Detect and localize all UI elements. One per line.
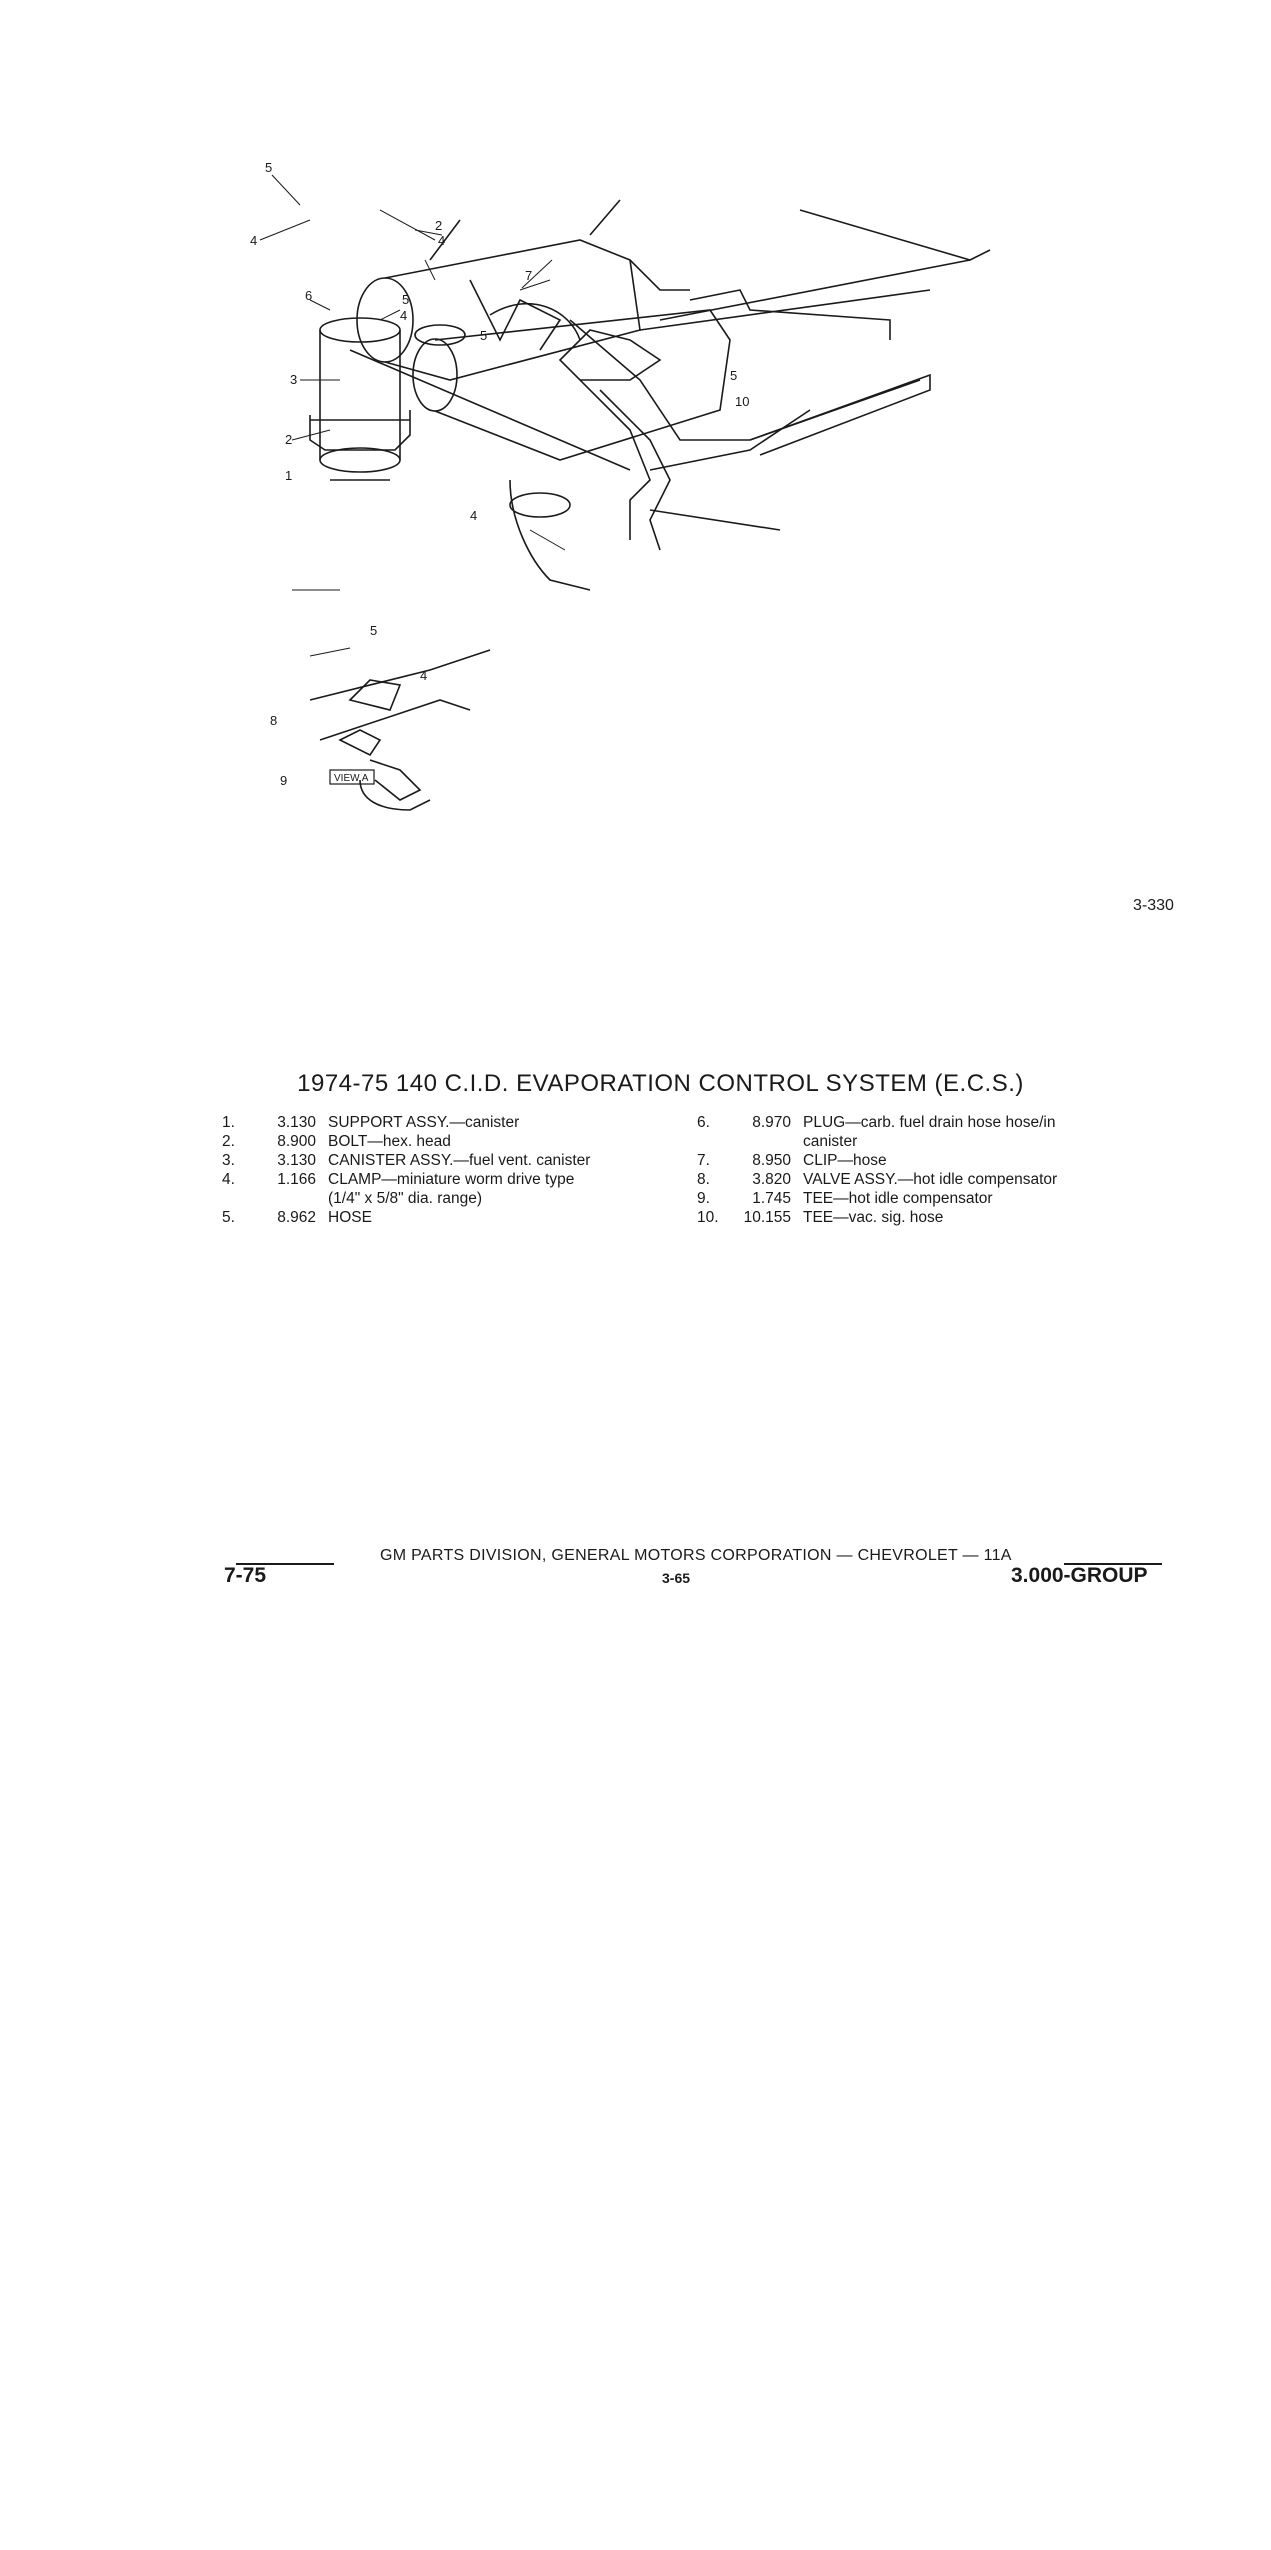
part-code: 3.130	[277, 1114, 316, 1131]
part-desc: CLIP—hose	[803, 1152, 887, 1169]
part-num: 1.	[222, 1114, 235, 1131]
callout-1: 1	[285, 468, 293, 483]
part-num: 4.	[222, 1171, 235, 1188]
callout-4b: 4	[438, 233, 446, 248]
part-num: 10.	[697, 1209, 719, 1226]
part-num: 3.	[222, 1152, 235, 1169]
callout-6: 6	[305, 288, 313, 303]
diagram-drawing	[250, 160, 1210, 960]
part-code: 3.820	[752, 1171, 791, 1188]
callout-2b: 2	[285, 432, 293, 447]
part-desc: CLAMP—miniature worm drive type	[328, 1171, 575, 1188]
part-code: 3.130	[277, 1152, 316, 1169]
part-num: 8.	[697, 1171, 710, 1188]
part-desc: VALVE ASSY.—hot idle compensator	[803, 1171, 1058, 1188]
callout-3: 3	[290, 372, 298, 387]
canister-drawing	[310, 318, 465, 480]
part-desc-continued: canister	[803, 1133, 858, 1150]
callout-4: 4	[250, 233, 258, 248]
part-code: 1.166	[277, 1171, 316, 1188]
part-code: 8.970	[752, 1114, 791, 1131]
parts-list-right	[697, 1113, 1057, 1227]
part-row	[222, 1208, 590, 1227]
callout-5c: 5	[480, 328, 488, 343]
part-row	[697, 1208, 1057, 1227]
footer-publisher: GM PARTS DIVISION, GENERAL MOTORS CORPORATION — CHEVROLET — 11A	[380, 1547, 1012, 1564]
part-code: 8.962	[277, 1209, 316, 1226]
callout-7: 7	[525, 268, 533, 283]
part-row	[222, 1151, 590, 1170]
callout-5e: 5	[370, 623, 378, 638]
part-desc: PLUG—carb. fuel drain hose hose/in	[803, 1114, 1056, 1131]
callout-9: 9	[280, 773, 288, 788]
part-desc: HOSE	[328, 1209, 372, 1226]
part-num: 7.	[697, 1152, 710, 1169]
callout-8: 8	[270, 713, 278, 728]
part-desc: TEE—hot idle compensator	[803, 1190, 993, 1207]
part-num: 6.	[697, 1114, 710, 1131]
part-num: 2.	[222, 1133, 235, 1150]
parts-list-left	[222, 1113, 590, 1227]
part-desc: CANISTER ASSY.—fuel vent. canister	[328, 1152, 591, 1169]
part-num: 5.	[222, 1209, 235, 1226]
callout-5: 5	[265, 160, 273, 175]
engine-right-drawing	[413, 310, 810, 590]
footer-date: 7-75	[224, 1564, 267, 1587]
engine-top-drawing	[350, 200, 990, 470]
part-row	[222, 1170, 590, 1189]
figure-number: 3-330	[1133, 897, 1174, 914]
callout-2: 2	[435, 218, 443, 233]
part-row	[697, 1113, 1057, 1132]
view-a-label	[330, 770, 374, 784]
part-row	[222, 1132, 590, 1151]
part-row	[697, 1170, 1057, 1189]
footer-group: 3.000-GROUP	[1011, 1564, 1148, 1587]
part-row	[697, 1151, 1057, 1170]
page-title: 1974-75 140 C.I.D. EVAPORATION CONTROL SYSTEM (E.C.S.)	[297, 1070, 1024, 1097]
part-code: 8.950	[752, 1152, 791, 1169]
callout-10: 10	[735, 394, 750, 409]
part-code: 1.745	[752, 1190, 791, 1207]
part-desc: BOLT—hex. head	[328, 1133, 451, 1150]
part-row	[697, 1189, 1057, 1208]
part-row	[222, 1113, 590, 1132]
callout-leaders	[260, 175, 565, 656]
part-desc: TEE—vac. sig. hose	[803, 1209, 944, 1226]
callout-4d: 4	[470, 508, 478, 523]
part-desc-continued: (1/4" x 5/8" dia. range)	[328, 1190, 483, 1207]
callout-5b: 5	[402, 292, 410, 307]
part-code: 10.155	[743, 1209, 791, 1226]
evaporation-control-diagram	[250, 160, 1210, 960]
part-code: 8.900	[277, 1133, 316, 1150]
footer-page-number: 3-65	[662, 1570, 691, 1586]
view-a-drawing	[310, 650, 490, 810]
callout-4c: 4	[400, 308, 408, 323]
part-num: 9.	[697, 1190, 710, 1207]
callout-5d: 5	[730, 368, 738, 383]
callout-4e: 4	[420, 668, 428, 683]
view-a-text: VIEW A	[334, 773, 369, 784]
part-desc: SUPPORT ASSY.—canister	[328, 1114, 520, 1131]
